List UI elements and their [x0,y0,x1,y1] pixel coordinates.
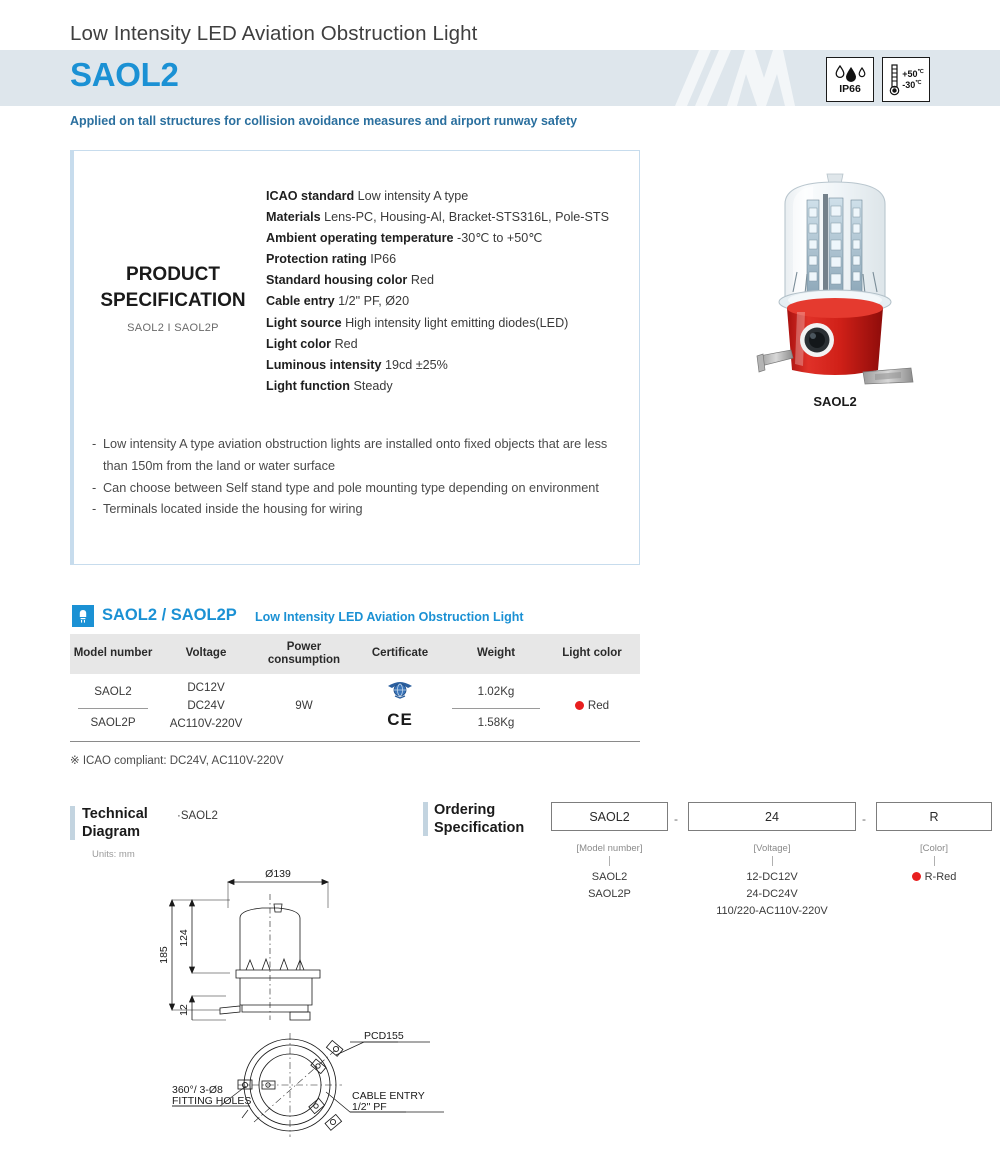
ce-mark-icon: CE [387,710,413,729]
ordering-option: SAOL2 [591,871,628,883]
product-photo-caption: SAOL2 [813,394,857,409]
table-section-subtitle: Low Intensity LED Aviation Obstruction Light [255,610,524,624]
spec-row: Light color Red [266,336,358,351]
dimension-base-height: 12 [178,1004,190,1016]
model-divider [78,708,148,709]
ordering-group-model-number [551,843,668,903]
technical-drawing-bottom-view [150,1030,450,1145]
ordering-group-voltage [688,843,856,920]
ordering-field-model-number[interactable]: SAOL2 [551,802,668,831]
icao-wing-icon [352,679,448,704]
technical-diagram-units: Units: mm [92,849,135,860]
table-body [70,674,640,742]
ordering-label: [Color] [920,843,948,854]
dimension-dome-height: 124 [178,929,190,947]
ordering-option: 24-DC24V [746,888,798,900]
bullet-dash: - [92,437,97,451]
list-item: - Low intensity A type aviation obstruction lights are installed onto fixed objects that are less than 150m from the land or water surface [92,434,612,478]
column-header-weight: Weight [476,647,516,660]
spec-row: Ambient operating temperature -30℃ to +50℃ [266,231,543,246]
ordering-separator: - [674,812,678,826]
bullet-dash: - [92,480,97,495]
column-header-power-consumption: Power consumption [267,640,341,666]
ordering-option: 110/220-AC110V-220V [716,905,828,917]
ordering-field-color[interactable]: R [876,802,992,831]
table-cell-voltage: AC110V-220V [169,717,243,730]
bullet-dash: - [92,502,97,517]
spec-row: Standard housing color Red [266,273,434,288]
page-title: Low Intensity LED Aviation Obstruction Light [70,22,478,45]
led-lamp-icon [72,605,94,627]
spec-row: Cable entry 1/2" PF, Ø20 [266,294,410,309]
feature-bullets [92,434,612,521]
list-item: - Terminals located inside the housing for wiring [92,499,612,521]
temp-high-label: +50℃ [902,69,924,80]
ordering-tick [934,856,935,866]
spec-row: Materials Lens-PC, Housing-Al, Bracket-STS316L, Pole-STS [266,210,609,225]
cable-entry-label-line1: CABLE ENTRY [352,1090,425,1102]
thermometer-icon [888,63,901,97]
ordering-group-color [876,843,992,886]
temp-low-label: -30℃ [902,79,922,90]
red-color-dot [575,701,584,710]
dimension-diameter: Ø139 [265,868,291,880]
ordering-spec-accent-bar [423,802,428,836]
column-header-model-number: Model number [73,647,153,660]
spec-row: Luminous intensity 19cd ±25% [266,357,448,372]
table-cell-light-color: Red [544,699,640,712]
ordering-separator: - [862,812,866,826]
red-color-dot [912,872,921,881]
ip-rating-badge [826,57,874,102]
ordering-spec-title: Ordering Specification [434,802,525,836]
column-header-voltage: Voltage [185,647,227,660]
pcd-label: PCD155 [364,1030,404,1042]
spec-row: Protection rating IP66 [266,252,397,267]
table-footnote: ※ ICAO compliant: DC24V, AC110V-220V [70,755,284,767]
ordering-option: R-Red [876,869,992,886]
model-name: SAOL2 [70,56,179,93]
technical-diagram-title: Technical Diagram [82,806,148,840]
spec-models-label: SAOL2 I SAOL2P [127,322,219,335]
spec-row: ICAO standard Low intensity A type [266,189,469,203]
column-header-certificate: Certificate [371,647,429,660]
ordering-option: 12-DC12V [746,871,798,883]
spec-heading-line2: SPECIFICATION [100,289,246,311]
header-subtitle: Applied on tall structures for collision avoidance measures and airport runway safety [70,114,578,128]
temperature-range-badge [882,57,930,102]
ordering-label: [Model number] [576,843,643,854]
weight-divider [452,708,540,709]
ordering-field-voltage[interactable]: 24 [688,802,856,831]
list-item: - Can choose between Self stand type and pole mounting type depending on environment [92,478,612,500]
ordering-label: [Voltage] [753,843,791,854]
table-section-title: SAOL2 / SAOL2P [102,606,237,624]
table-cell-voltage: DC24V [187,699,225,712]
fitting-holes-label-line2: FITTING HOLES [172,1095,252,1107]
specification-table [70,634,640,742]
table-cell-power: 9W [295,699,313,712]
table-cell-weight: 1.02Kg [477,685,515,698]
water-drop-icon [832,65,868,82]
column-header-light-color: Light color [562,647,622,660]
table-cell-weight: 1.58Kg [477,716,515,729]
technical-diagram-model: ·SAOL2 [177,810,218,822]
chevron-pattern-decoration [665,50,815,106]
ordering-tick [772,856,773,866]
ordering-option: SAOL2P [588,888,631,900]
table-row: SAOL2P [90,716,136,729]
technical-drawing-side-view [150,860,450,1040]
spec-heading-line1: PRODUCT [126,264,220,285]
ip-rating-label: IP66 [839,82,861,95]
spec-row: Light source High intensity light emitting diodes(LED) [266,315,569,330]
fitting-holes-label-line1: 360°/ 3-Ø8 [172,1084,223,1096]
ordering-tick [609,856,610,866]
product-photo [735,160,935,420]
table-row: SAOL2 [94,685,132,698]
cable-entry-label-line2: 1/2" PF [352,1101,387,1113]
dimension-total-height: 185 [158,946,170,964]
spec-heading-block [78,262,268,334]
table-header-row [70,634,640,674]
spec-list [266,186,646,397]
technical-diagram-accent-bar [70,806,75,840]
table-cell-voltage: DC12V [187,681,225,694]
spec-row: Light function Steady [266,378,393,393]
